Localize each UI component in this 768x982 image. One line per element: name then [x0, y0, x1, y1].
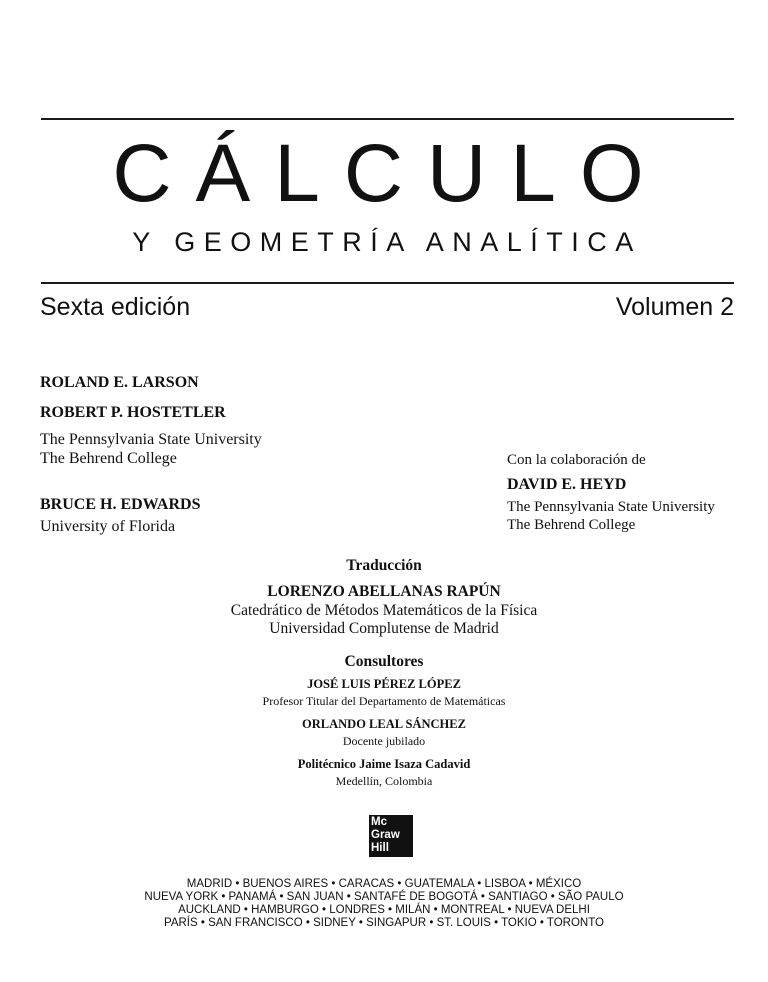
- author-name: ROLAND E. LARSON: [40, 374, 199, 391]
- logo-line: Hill: [371, 842, 389, 854]
- consultant-institution: Politécnico Jaime Isaza Cadavid: [297, 757, 471, 771]
- consultant-name: JOSÉ LUIS PÉREZ LÓPEZ: [307, 677, 461, 691]
- book-subtitle: Y GEOMETRÍA ANALÍTICA: [132, 227, 642, 257]
- logo-line: Mc: [371, 816, 387, 828]
- top-rule: [41, 118, 734, 120]
- collaborator-affiliation: The Pennsylvania State University: [507, 499, 715, 515]
- author-affiliation: The Behrend College: [40, 450, 177, 467]
- translator-title: Catedrático de Métodos Matemáticos de la Física: [230, 602, 538, 619]
- translator-name: LORENZO ABELLANAS RAPÚN: [267, 583, 501, 600]
- book-title: CÁLCULO: [112, 128, 668, 219]
- author-name: ROBERT P. HOSTETLER: [40, 404, 226, 421]
- consultant-role: Profesor Titular del Departamento de Matemáticas: [262, 694, 506, 708]
- cities-line: NUEVA YORK • PANAMÁ • SAN JUAN • SANTAFÉ DE BOGOTÁ • SANTIAGO • SÃO PAULO: [144, 891, 624, 903]
- logo-line: Graw: [371, 829, 400, 841]
- author-name: BRUCE H. EDWARDS: [40, 496, 201, 513]
- translator-institution: Universidad Complutense de Madrid: [269, 620, 499, 637]
- volume-label: Volumen 2: [615, 293, 734, 321]
- mcgraw-hill-logo: [369, 815, 413, 857]
- consultant-role: Docente jubilado: [342, 734, 426, 748]
- consultant-name: ORLANDO LEAL SÁNCHEZ: [302, 717, 466, 731]
- cities-line: AUCKLAND • HAMBURGO • LONDRES • MILÁN • MONTREAL • NUEVA DELHI: [178, 904, 590, 916]
- collaborator-affiliation: The Behrend College: [507, 517, 636, 533]
- cities-line: MADRID • BUENOS AIRES • CARACAS • GUATEMALA • LISBOA • MÉXICO: [186, 878, 582, 890]
- author-affiliation: University of Florida: [40, 518, 176, 535]
- consultant-location: Medellín, Colombia: [335, 774, 433, 788]
- collaborator-name: DAVID E. HEYD: [507, 476, 627, 493]
- middle-rule: [41, 282, 734, 284]
- consultants-heading: Consultores: [344, 653, 424, 670]
- collaboration-intro: Con la colaboración de: [507, 452, 646, 468]
- author-affiliation: The Pennsylvania State University: [40, 431, 262, 448]
- translation-heading: Traducción: [346, 557, 422, 574]
- cities-line: PARÍS • SAN FRANCISCO • SIDNEY • SINGAPUR • ST. LOUIS • TOKIO • TORONTO: [164, 917, 604, 929]
- edition-label: Sexta edición: [40, 293, 191, 321]
